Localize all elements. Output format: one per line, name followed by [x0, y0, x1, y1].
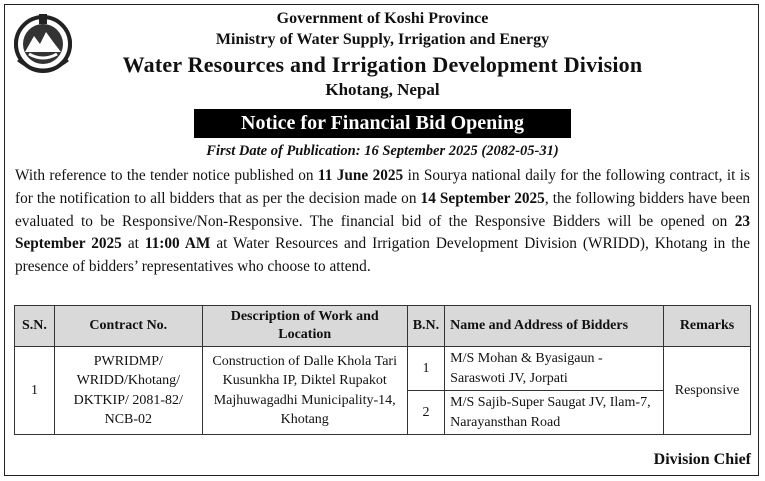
col-header-remarks: Remarks	[664, 306, 751, 347]
tender-publish-date: 11 June 2025	[317, 167, 404, 184]
col-header-bn: B.N.	[407, 306, 444, 347]
bidders-table	[14, 305, 751, 435]
notice-title: Notice for Financial Bid Opening	[194, 109, 571, 138]
cell-bidder: M/S Mohan & Byasigaun - Saraswoti JV, Jorpati	[445, 347, 664, 391]
col-header-bidder: Name and Address of Bidders	[445, 306, 664, 347]
publication-date: First Date of Publication: 16 September 2025 (2082-05-31)	[206, 143, 559, 159]
notice-body	[15, 165, 750, 279]
decision-date: 14 September 2025	[420, 189, 545, 207]
cell-bn: 2	[407, 391, 444, 435]
cell-description: Construction of Dalle Khola Tari Kusunkha IP, Diktel Rupakot Majhuwagadhi Municipality-14, Khotang	[202, 347, 407, 435]
signoff: Division Chief	[653, 451, 751, 468]
cell-bn: 1	[407, 347, 444, 391]
table-header-row	[15, 306, 751, 347]
header-government: Government of Koshi Province	[276, 10, 489, 27]
cell-bidder: M/S Sajib-Super Saugat JV, Ilam-7, Narayansthan Road	[445, 391, 664, 435]
cell-contract-no: PWRIDMP/ WRIDD/Khotang/ DKTKIP/ 2081-82/ NCB-02	[54, 347, 202, 435]
body-text: in Sourya national daily for the following contract, it is for the notification to all bidders that as per the decision made on	[15, 167, 750, 207]
body-text: With reference to the tender notice published on	[15, 167, 318, 184]
cell-sn: 1	[15, 347, 55, 435]
col-header-description: Description of Work and Location	[202, 306, 407, 347]
opening-date: 23 September 2025	[15, 212, 750, 253]
body-text: at	[121, 235, 145, 253]
table-row	[15, 347, 751, 391]
body-text: at Water Resources and Irrigation Development Division (WRIDD), Khotang in the presence of bidders’ representatives who choose to attend.	[15, 235, 750, 276]
col-header-sn: S.N.	[15, 306, 55, 347]
cell-remarks: Responsive	[664, 347, 751, 435]
header-ministry: Ministry of Water Supply, Irrigation and Energy	[215, 31, 550, 48]
header-division: Water Resources and Irrigation Development Division	[122, 52, 643, 77]
body-text: , the following bidders have been evaluated to be Responsive/Non-Responsive. The financial bid of the Responsive Bidders will be opened on	[15, 189, 751, 230]
header-location: Khotang, Nepal	[325, 80, 440, 99]
col-header-contract: Contract No.	[54, 306, 202, 347]
opening-time: 11:00 AM	[144, 235, 211, 253]
